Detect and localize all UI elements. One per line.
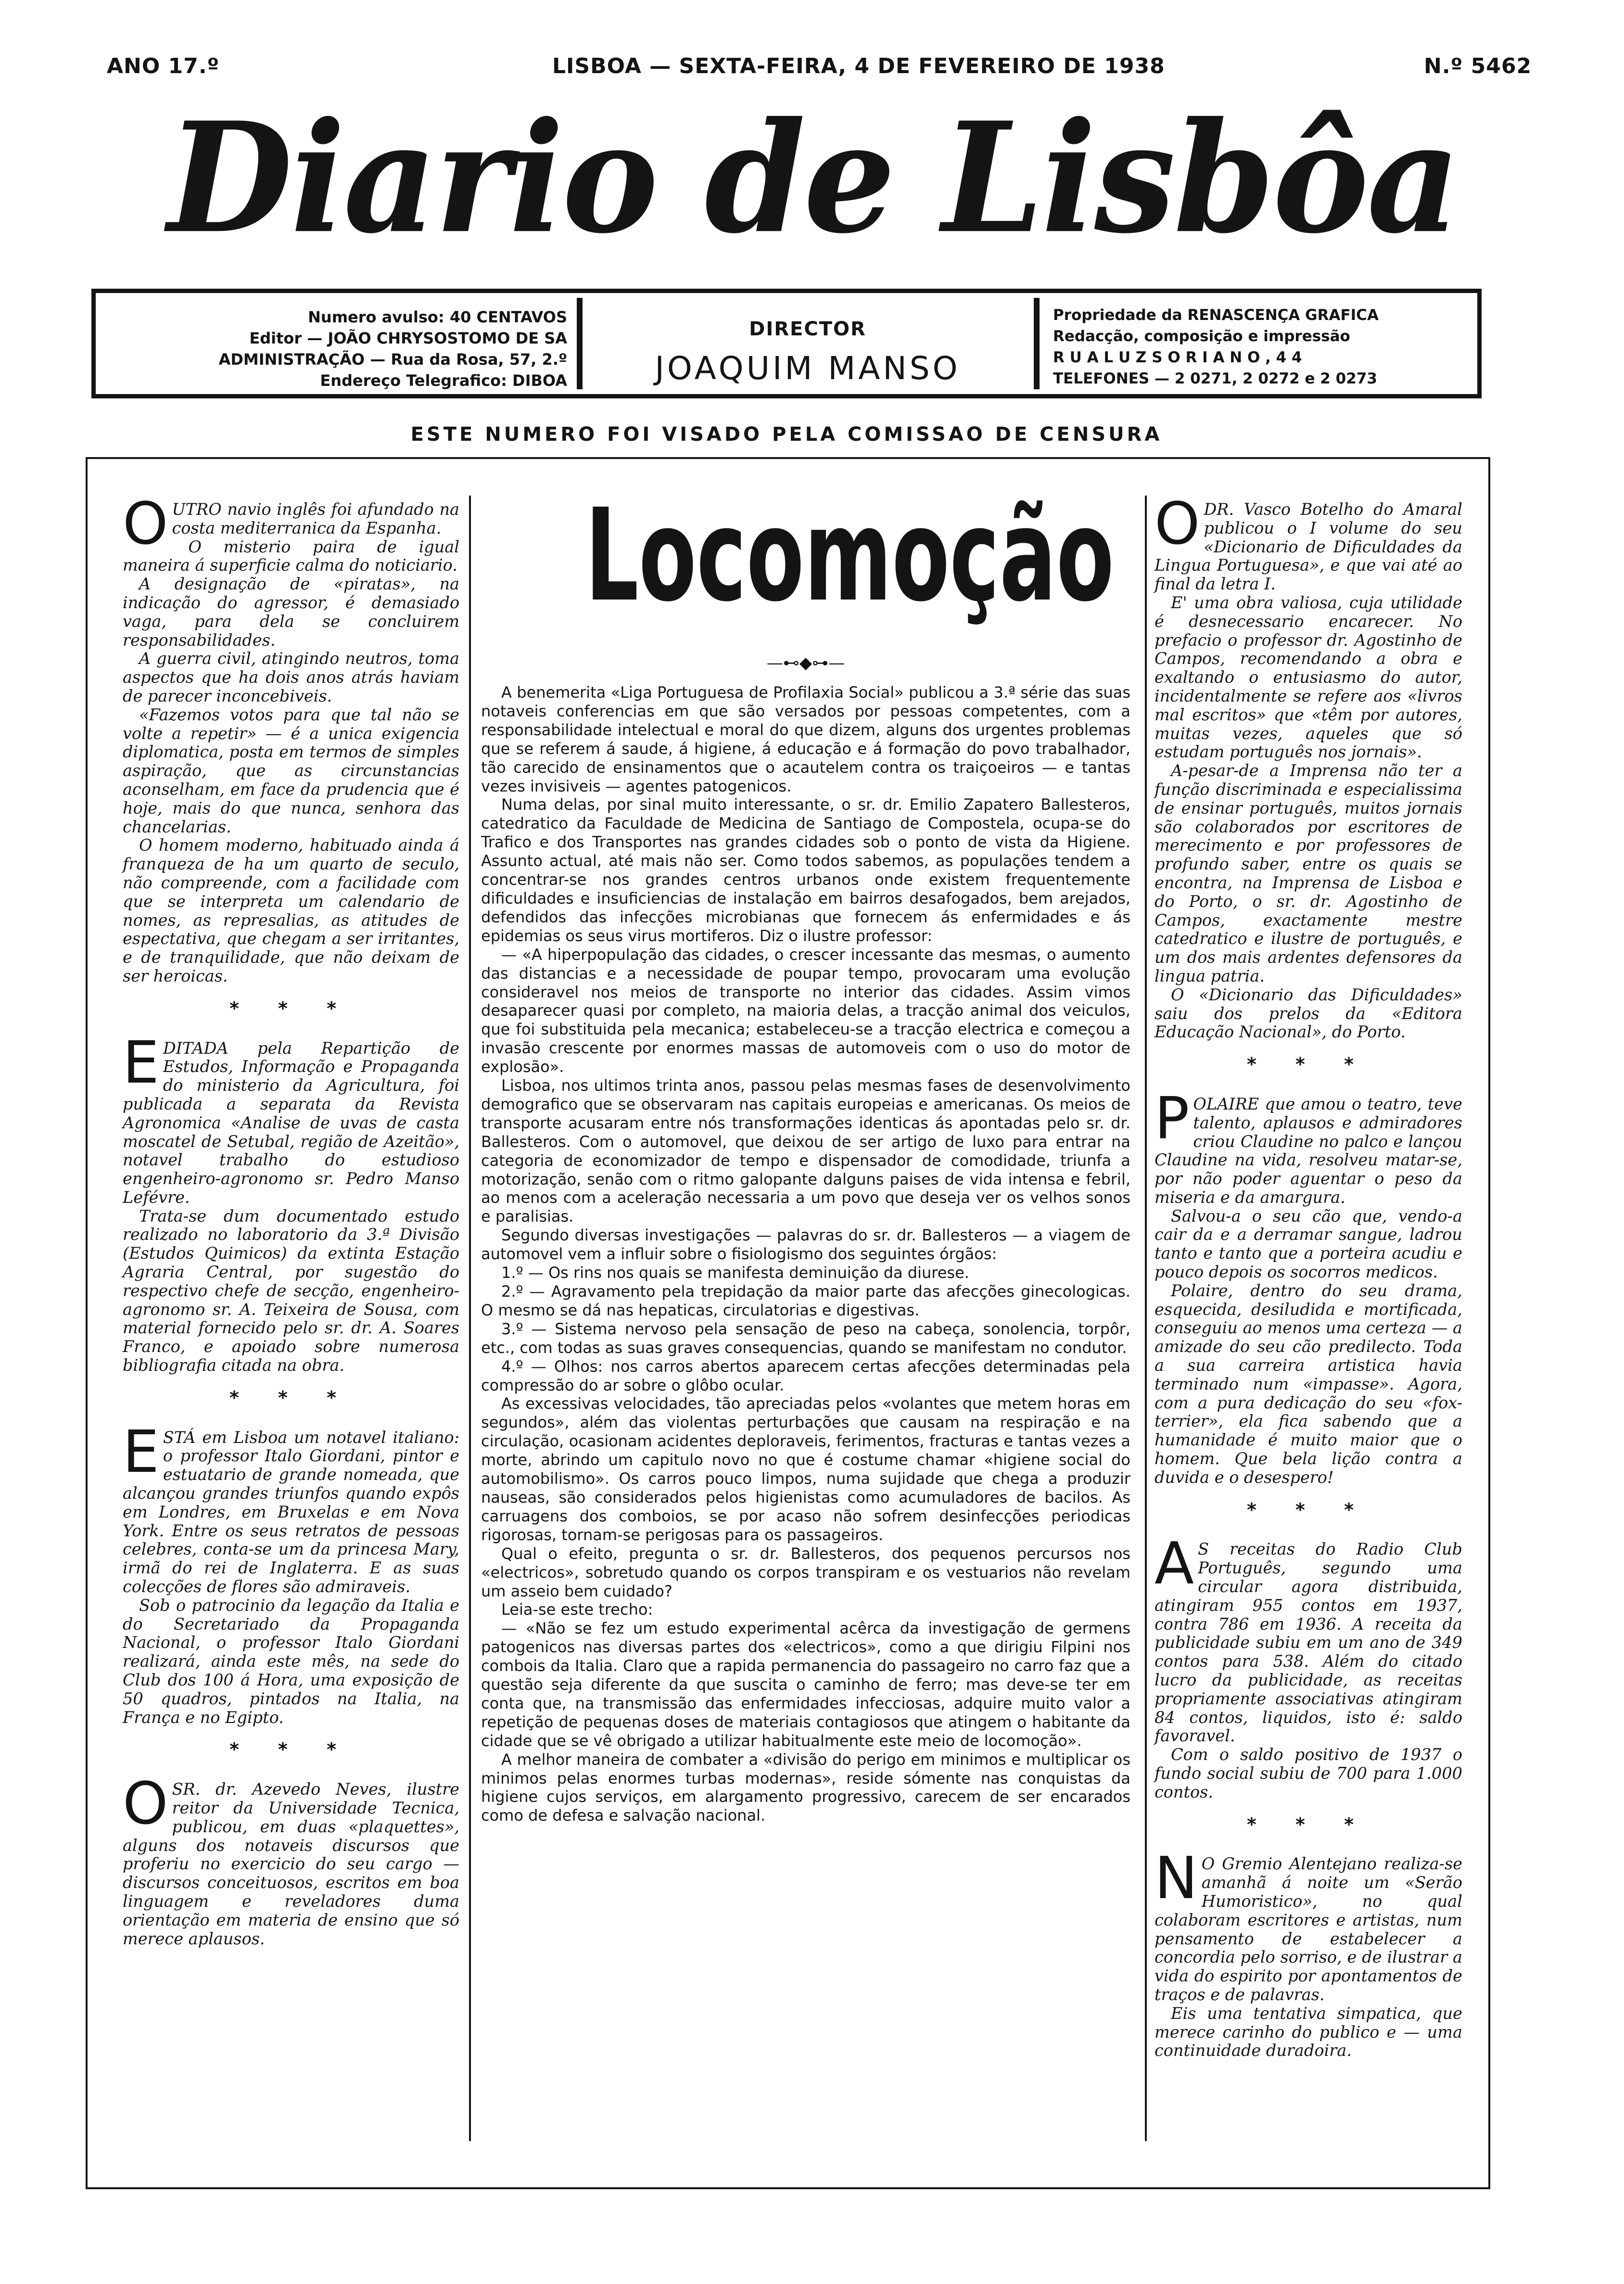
censorship-notice: ESTE NUMERO FOI VISADO PELA COMISSAO DE CENSURA — [410, 423, 1163, 446]
paragraph: OLAIRE que amou o teatro, teve talento, aplausos e admiradores criou Claudine no palco e lançou Claudine na vida, resolveu matar-se, por não poder aguentar o peso da miseria e da amargura. — [1155, 1094, 1462, 1207]
paragraph: STÁ em Lisboa um notavel italiano: o professor Italo Giordani, pintor e estuatario de grande nomeada, que alcançou grandes triunfos quando expôs em Londres, em Bruxelas e em Nova York. Entre os seus retratos de pessoas celebres, conta-se um da princesa Mary, irmã do rei de Inglaterra. E as suas colecções de flores são admiraveis. — [123, 1428, 459, 1596]
paragraph: A designação de «piratas», na indicação do agressor, é demasiado vaga, para dela se concluirem responsabilidades. — [123, 574, 459, 650]
info-right — [1034, 293, 1476, 394]
center-column — [481, 683, 1130, 1825]
info-director — [582, 293, 1034, 394]
director-label: DIRECTOR — [749, 318, 866, 340]
headline-ornament: —⊷◆⊶— — [766, 653, 845, 673]
paragraph: O Gremio Alentejano realiza-se amanhã á noite um «Serão Humoristico», no qual colaboram escritores e artistas, num pensamento de estabelecer a concordia pelo sorriso, e de ilustrar a vida do espirito por apontamentos de traços e de palavras. — [1155, 1854, 1462, 2004]
section-separator: * * * — [229, 1739, 353, 1761]
paragraph: O «Dicionario das Dificuldades» saiu dos prelos da «Editora Educação Nacional», do Porto. — [1155, 985, 1462, 1042]
info-left-line: Endereço Telegrafico: DIBOA — [320, 371, 567, 390]
section-separator: * * * — [1246, 1499, 1370, 1520]
dateline: LISBOA — SEXTA-FEIRA, 4 DE FEVEREIRO DE 1938 — [552, 54, 1165, 78]
article-radio-club — [1155, 1531, 1462, 1801]
issue-year: ANO 17.º — [107, 54, 220, 78]
masthead-title: Diario de Lisbôa — [167, 89, 1459, 267]
drop-cap: N — [1155, 1845, 1198, 1913]
info-left — [96, 293, 582, 394]
paragraph: A benemerita «Liga Portuguesa de Profilaxia Social» publicou a 3.ª série das suas notaveis conferencias em que são versados por pessoas competentes, com a responsabilidade intelectual e moral do que dizem, alguns dos urgentes problemas que se referem á saude, á higiene, á educação e á formação do povo trabalhador, tão carecido de ensinamentos que o acautelem contra os traiçoeiros — e tantas vezes invisiveis — agentes patogenicos. — [481, 683, 1130, 795]
paragraph: Trata-se dum documentado estudo realizado no laboratorio da 3.ª Divisão (Estudos Quimicos) da extinta Estação Agraria Central, por sugestão do respectivo chefe de secção, engenheiro-agronomo sr. A. Teixeira de Sousa, com material fornecido pelo sr. dr. A. Soares Franco, e apoiado sobre numerosa bibliografia citada na obra. — [123, 1206, 459, 1375]
paragraph: Com o saldo positivo de 1937 o fundo social subiu de 700 para 1.000 contos. — [1155, 1745, 1462, 1801]
paragraph: UTRO navio inglês foi afundado na costa mediterranica da Espanha. — [172, 500, 459, 537]
paragraph: Sob o patrocinio da legação da Italia e do Secretariado da Propaganda Nacional, o professor Italo Giordani realizará, ainda este mês, na sede do Club dos 100 á Hora, uma exposição de 50 quadros, pintados na Italia, na França e no Egipto. — [123, 1595, 459, 1727]
paragraph: 4.º — Olhos: nos carros abertos aparecem certas afecções determinadas pela compressão do ar sobre o glôbo ocular. — [481, 1357, 1130, 1394]
info-left-line: Numero avulso: 40 CENTAVOS — [308, 308, 567, 326]
paragraph: 1.º — Os rins nos quais se manifesta deminuição da diurese. — [501, 1263, 969, 1282]
paragraph: A guerra civil, atingindo neutros, toma aspectos que ha dois anos atrás haviam de parecer inconcebiveis. — [123, 649, 459, 705]
paragraph: Qual o efeito, pregunta o sr. dr. Ballesteros, dos pequenos percursos nos «electricos», sobretudo quando os corpos transpiram e os vestuarios não revelam um asseio bem cuidado? — [481, 1544, 1130, 1600]
drop-cap: P — [1155, 1085, 1190, 1152]
paragraph: Numa delas, por sinal muito interessante, o sr. dr. Emilio Zapatero Ballesteros, catedratico da Faculdade de Medicina de Santiago de Compostela, ocupa-se do Trafico e dos Transportes nas grandes cidades sob o ponto de vista da Higiene. Assunto actual, até mais não ser. Como todos sabemos, as populações tendem a concentrar-se nos grandes centros urbanos onde existem frequentemente dificuldades e insuficiencias de instalação em bairros desafogados, bem arejados, defendidos das infecções microbianas que fornecem ás enfermidades e ás epidemias os seus virus mortiferos. Diz o ilustre professor: — [481, 795, 1130, 945]
article-polaire — [1155, 1085, 1462, 1487]
paragraph: 3.º — Sistema nervoso pela sensação de peso na cabeça, sonolencia, torpôr, etc., com todas as suas graves consequencias, quando se manifestam no condutor. — [481, 1319, 1130, 1357]
paragraph: Leia-se este trecho: — [501, 1600, 653, 1619]
info-right-line: TELEFONES — 2 0271, 2 0272 e 2 0273 — [1053, 370, 1377, 387]
paragraph: A-pesar-de a Imprensa não ter a função discriminada e especialissima de ensinar português, muitos jornais são colaborados por escritores de merecimento e por professores de profundo saber, entre os quais se encontra, na Imprensa de Lisboa e do Porto, o sr. dr. Agostinho de Campos, exactamente mestre catedratico e ilustre de português, e um dos mais ardentes defensores da lingua patria. — [1155, 761, 1462, 985]
article-pirates — [123, 491, 459, 986]
info-right-line: Redacção, composição e impressão — [1053, 328, 1350, 345]
section-separator: * * * — [1246, 1813, 1370, 1835]
info-left-line: Editor — JOÃO CHRYSOSTOMO DE SA — [249, 329, 567, 347]
article-giordani — [123, 1418, 459, 1727]
paragraph: Eis uma tentativa simpatica, que merece carinho do publico e — uma continuidade duradoira. — [1155, 2003, 1462, 2060]
paragraph: O homem moderno, habituado ainda á franqueza de ha um quarto de seculo, não compreende, com a facilidade com que se interpreta um calendario de nomes, as represalias, as atitudes de espectativa, que chegam a ser irritantes, e de tranquilidade, que não deixam de ser heroicas. — [123, 836, 459, 985]
paragraph: 2.º — Agravamento pela trepidação da maior parte das afecções ginecologicas. O mesmo se dá nas hepaticas, circulatorias e digestivas. — [481, 1282, 1130, 1319]
paragraph: — «A hiperpopulação das cidades, o crescer incessante das mesmas, o aumento das distancias e a necessidade de poupar tempo, provocaram uma evolução consideravel nos meios de transporte no interior das cidades. Assim vimos desaparecer quasi por completo, na maioria delas, a tracção animal dos veiculos, que foi substituida pela mecanica; estabeleceu-se a tracção electrica e começou a invasão crescente por enormes massas de automoveis com o uso do motor de explosão». — [481, 945, 1130, 1076]
paragraph: E' uma obra valiosa, cuja utilidade é desnecessario encarecer. No prefacio o professor dr. Agostinho de Campos, recomendando a obra e exaltando o entusiasmo do autor, incidentalmente se refere aos «livros mal escritos» que «têm por autores, muitas vezes, aqueles que só estudam português nos jornais». — [1155, 593, 1462, 762]
paragraph: — «Não se fez um estudo experimental acêrca da investigação de germens patogenicos nas diversas partes dos «electricos», como a que dirigiu Filpini nos combois da Italia. Claro que a rapida permanencia do passageiro no carro faz que a questão seja diferente da que suscita o caminho de ferro; mas deve-se ter em conta que, na transmissão das enfermidades infecciosas, adquire muito valor a repetição de pequenas doses de materiais contagiosos que atingem o habitante da cidade que se vê obrigado a utilizar habitualmente este meio de locomoção». — [481, 1619, 1130, 1750]
drop-cap: A — [1155, 1531, 1194, 1598]
section-separator: * * * — [1246, 1054, 1370, 1075]
info-box — [91, 289, 1482, 398]
paragraph: As excessivas velocidades, tão apreciadas pelos «volantes que metem horas em segundos», além das violentas perturbações que causam na respiração e na circulação, ocasionam acidentes deploraveis, ferimentos, fracturas e tantas vezes a morte, abrindo um capitulo novo no que é costume chamar «higiene social do automobilismo». Os carros pouco limpos, numa sujidade que chega a produzir nauseas, são considerados pelos higienistas como acumuladores de bacilos. As carruagens dos comboios, se por acaso não sofrem desinfecções periodicas rigorosas, tornam-se perigosas para os passageiros. — [481, 1394, 1130, 1544]
paragraph: S receitas do Radio Club Português, segundo uma circular agora distribuida, atingiram 955 contos em 1937, contra 786 em 1936. A receita da publicidade subiu em um ano de 349 contos para 538. Além do citado lucro da publicidade, as receitas propriamente associativas atingiram 84 contos, liquidos, isto é: saldo favoravel. — [1155, 1540, 1462, 1746]
paragraph: DITADA pela Repartição de Estudos, Informação e Propaganda do ministerio da Agricultura, foi publicada a separata da Revista Agronomica «Analise de uvas de casta moscatel de Setubal, região de Azeitão», notavel trabalho do estudioso engenheiro-agronomo sr. Pedro Manso Lefévre. — [123, 1038, 459, 1207]
paragraph: O misterio paira de igual maneira á superficie calma do noticiario. — [123, 537, 459, 575]
paragraph: Salvou-a o seu cão que, vendo-a cair da e a derramar sangue, ladrou tanto e tanto que a porteira acudiu e pouco depois os socorros medicos. — [1155, 1206, 1462, 1282]
info-left-line: ADMINISTRAÇÃO — Rua da Rosa, 57, 2.º — [218, 350, 567, 369]
paragraph: Segundo diversas investigações — palavras do sr. dr. Ballesteros — a viagem de automovel vem a influir sobre o fisiologismo dos seguintes órgãos: — [481, 1226, 1130, 1263]
article-dicionario — [1155, 491, 1462, 1042]
article-uvas — [123, 1029, 459, 1375]
drop-cap: O — [1155, 491, 1200, 558]
paragraph: Polaire, dentro do seu drama, esquecida, desiludida e mortificada, conseguiu ao menos uma certeza — a amizade do seu cão predilecto. Toda a sua carreira artistica havia terminado num «impasse». Agora, com a pura dedicação do seu «fox-terrier», ela fica sabendo que a humanidade é muito maior que o homem. Que bela lição contra a duvida e o desespero! — [1155, 1281, 1462, 1487]
paragraph: «Fazemos votos para que tal não se volte a repetir» — é a unica exigencia diplomatica, posta em termos de simples aspiração, que as circunstancias aconselham, em face da prudencia que é hoje, mais do que nunca, senhora das chancelarias. — [123, 705, 459, 836]
info-right-line: Propriedade da RENASCENÇA GRAFICA — [1053, 306, 1379, 324]
info-right-line: R U A L U Z S O R I A N O , 4 4 — [1053, 349, 1302, 366]
section-separator: * * * — [229, 1387, 353, 1408]
paragraph: SR. dr. Azevedo Neves, ilustre reitor da Universidade Tecnica, publicou, em duas «plaquettes», alguns dos notaveis discursos que proferiu no exercicio do seu cargo — discursos conceituosos, escritos em boa linguagem e reveladores duma orientação em materia de ensino que só merece aplausos. — [123, 1780, 459, 1948]
article-gremio-alentejano — [1155, 1845, 1462, 2060]
right-column — [1155, 491, 1462, 2060]
article-azevedo-neves — [123, 1771, 459, 1948]
drop-cap: E — [123, 1029, 159, 1097]
drop-cap: E — [123, 1418, 159, 1486]
section-separator: * * * — [229, 997, 353, 1019]
paragraph: A melhor maneira de combater a «divisão do perigo em minimos e multiplicar os minimos pelas enormes turbas modernas», reside sómente nas conquistas da higiene cujos serviços, em alargamento progressivo, carecem de ser encarados como de defesa e salvação nacional. — [481, 1750, 1130, 1825]
drop-cap: O — [123, 1771, 168, 1838]
column-rule — [1145, 496, 1147, 2141]
paragraph: Lisboa, nos ultimos trinta anos, passou pelas mesmas fases de desenvolvimento demografico que se observaram nas capitais europeias e americanas. Os meios de transporte acusaram entre nós transformações identicas ás apontadas pelo sr. dr. Ballesteros. Com o automovel, que deixou de ser artigo de luxo para entrar na categoria de economizador de tempo e dispensador de comodidade, triunfa a motorização, senão com o ritmo galopante dalguns paises de vida intensa e febril, ao menos com a aceleração necessaria a um povo que deseja ver os velhos sonos e paralisias. — [481, 1076, 1130, 1226]
drop-cap: O — [123, 491, 168, 558]
headline: Locomoção — [585, 482, 1115, 630]
paragraph: DR. Vasco Botelho do Amaral publicou o I volume do seu «Dicionario de Dificuldades da Lingua Portuguesa», e que vai até ao final da letra I. — [1155, 500, 1462, 594]
director-name: JOAQUIM MANSO — [655, 350, 961, 387]
column-rule — [469, 496, 471, 2141]
issue-number: N.º 5462 — [1424, 54, 1532, 78]
left-column — [123, 491, 459, 1948]
